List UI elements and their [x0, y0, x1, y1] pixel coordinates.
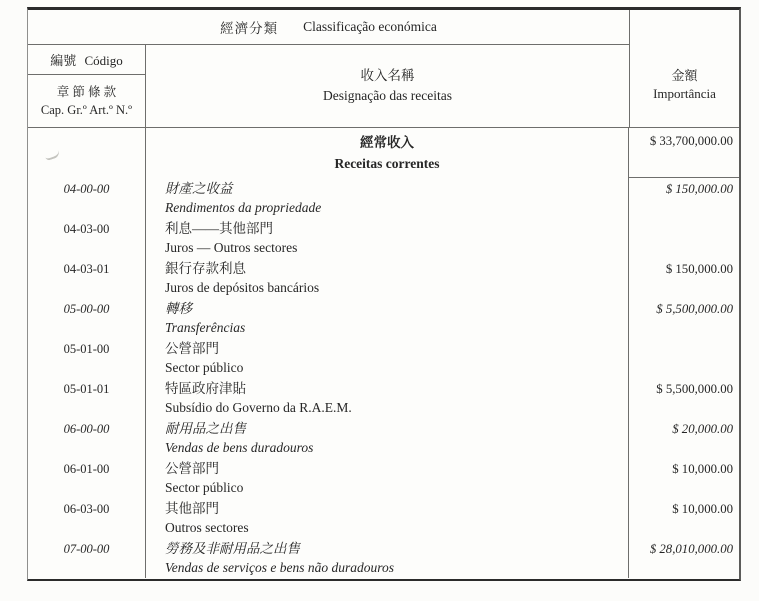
row-name-zh: 其他部門: [165, 501, 219, 516]
classification-title-zh: 經濟分類: [220, 21, 279, 36]
row-name: [146, 538, 629, 578]
row-name: [146, 178, 629, 218]
row-code: 04-03-00: [28, 218, 146, 258]
row-name-pt: Vendas de serviços e bens não duradouros: [165, 560, 394, 575]
row-amount: $ 150,000.00: [665, 262, 733, 276]
code-label: 編號 Código: [28, 45, 145, 75]
classification-title: [28, 10, 629, 45]
row-code: 06-00-00: [28, 418, 146, 458]
table-row: [28, 258, 739, 298]
row-amount: [629, 338, 739, 378]
row-name: [146, 338, 629, 378]
row-name-zh: 利息——其他部門: [165, 221, 273, 236]
table-body: [28, 128, 739, 579]
row-name: [146, 498, 629, 538]
row-code: 04-00-00: [28, 178, 146, 218]
table-row: [28, 178, 739, 218]
row-amount: $ 5,500,000.00: [656, 302, 733, 316]
row-name-pt: Vendas de bens duradouros: [165, 440, 314, 455]
code-sublabel-zh: 章 節 條 款: [56, 85, 117, 99]
amount-column-header: [629, 10, 739, 127]
code-column-header: [28, 45, 146, 127]
table-row: [28, 298, 739, 338]
designation-column-header: [146, 45, 629, 127]
table-row: [28, 458, 739, 498]
row-name-zh: 耐用品之出售: [165, 421, 246, 436]
row-name-zh: 轉移: [165, 301, 192, 316]
row-name-zh: 特區政府津貼: [165, 381, 246, 396]
table-row: [28, 338, 739, 378]
row-name-zh: 財產之收益: [165, 181, 233, 196]
table-header: [28, 10, 739, 128]
amount-header-pt: Importância: [653, 86, 716, 101]
row-code: 04-03-01: [28, 258, 146, 298]
designation-header-pt: Designação das receitas: [323, 88, 452, 103]
classification-title-pt: Classificação económica: [303, 19, 437, 34]
summary-title-pt: Receitas correntes: [334, 156, 440, 171]
table-row: [28, 378, 739, 418]
row-amount: $ 10,000.00: [672, 502, 733, 516]
row-name-zh: 公營部門: [165, 461, 219, 476]
row-name: [146, 458, 629, 498]
row-code: 05-01-01: [28, 378, 146, 418]
row-name-pt: Outros sectores: [165, 520, 249, 535]
row-name-zh: 銀行存款利息: [165, 261, 246, 276]
table-row: [28, 418, 739, 458]
row-name: [146, 258, 629, 298]
header-left-section: [28, 10, 629, 127]
row-name: [146, 298, 629, 338]
row-amount: $ 28,010,000.00: [649, 542, 733, 556]
row-name-pt: Transferências: [165, 320, 246, 335]
row-name-pt: Juros — Outros sectores: [165, 240, 298, 255]
amount-header-zh: 金額: [671, 68, 698, 83]
code-sublabel: [28, 75, 145, 127]
row-amount: [629, 218, 739, 258]
code-sublabel-pt: Cap. Gr.º Art.º N.º: [40, 103, 133, 117]
row-amount: $ 20,000.00: [672, 422, 733, 436]
row-name-zh: 公營部門: [165, 341, 219, 356]
economic-classification-table: [27, 7, 741, 581]
table-row: [28, 218, 739, 258]
row-name: [146, 218, 629, 258]
row-code: 05-01-00: [28, 338, 146, 378]
row-code: 06-03-00: [28, 498, 146, 538]
row-name: [146, 378, 629, 418]
row-name-zh: 勞務及非耐用品之出售: [165, 541, 300, 556]
row-code: 06-01-00: [28, 458, 146, 498]
row-name-pt: Sector público: [165, 480, 244, 495]
summary-title: [146, 128, 629, 178]
designation-header-zh: 收入名稱: [360, 68, 415, 83]
table-row: [28, 538, 739, 578]
row-code: 07-00-00: [28, 538, 146, 578]
summary-amount: $ 33,700,000.00: [629, 128, 739, 178]
summary-title-zh: 經常收入: [360, 135, 414, 150]
row-amount: $ 10,000.00: [672, 462, 733, 476]
summary-row: [28, 128, 739, 178]
table-row: [28, 498, 739, 538]
row-name-pt: Rendimentos da propriedade: [165, 200, 322, 215]
row-name-pt: Subsídio do Governo da R.A.E.M.: [165, 400, 352, 415]
row-amount: $ 5,500,000.00: [656, 382, 733, 396]
row-name: [146, 418, 629, 458]
row-code: 05-00-00: [28, 298, 146, 338]
row-name-pt: Juros de depósitos bancários: [165, 280, 320, 295]
row-name-pt: Sector público: [165, 360, 244, 375]
row-amount: $ 150,000.00: [665, 182, 733, 196]
header-sub-row: [28, 45, 629, 127]
